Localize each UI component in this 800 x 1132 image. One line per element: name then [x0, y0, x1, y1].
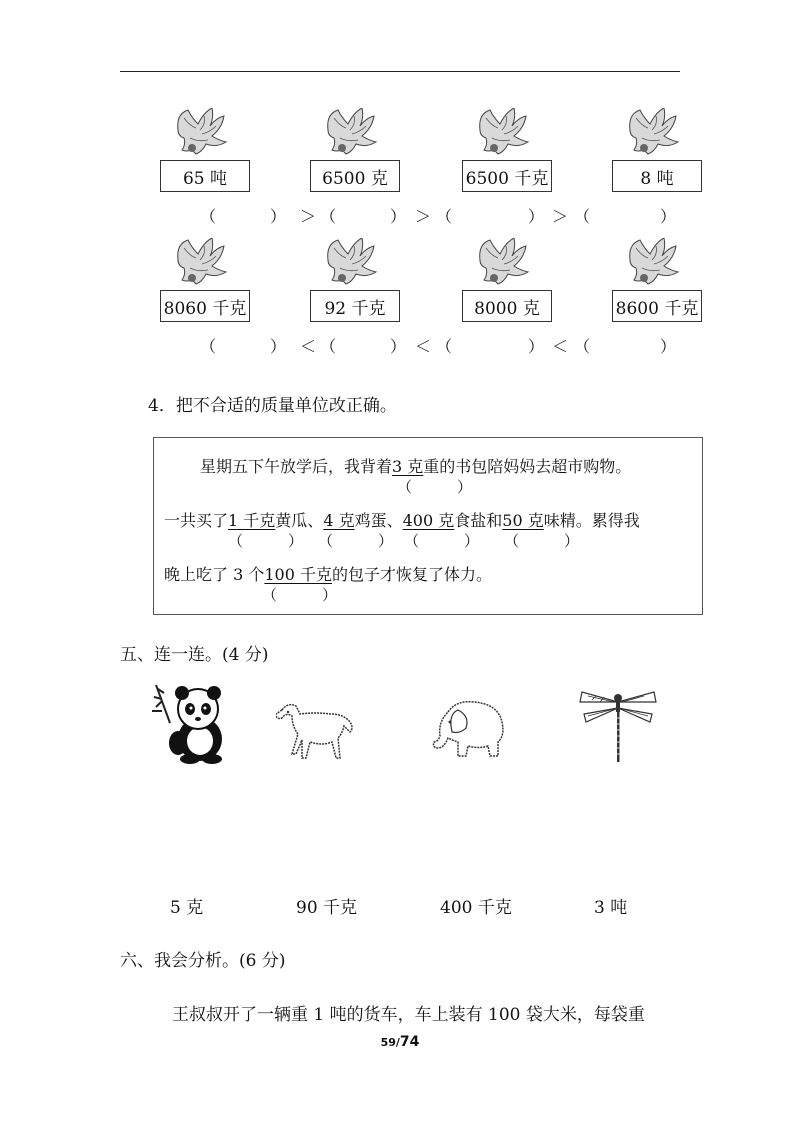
- weight-label[interactable]: 400 千克: [440, 898, 512, 918]
- bird-icon: [472, 238, 542, 298]
- answer-blank[interactable]: （ ）: [262, 586, 338, 604]
- dragonfly-icon[interactable]: [578, 688, 658, 770]
- bird-card: [612, 108, 702, 218]
- paren-open: （: [320, 337, 337, 356]
- paren-open: （: [436, 207, 453, 226]
- story-text: 鸡蛋、: [354, 511, 403, 530]
- page-total: 74: [399, 1034, 420, 1050]
- underlined-unit: 400 克: [402, 511, 455, 530]
- story-text: 星期五下午放学后，我背着: [200, 457, 393, 476]
- greater-than-sign: ＞: [415, 207, 432, 226]
- paren-close: ）: [528, 207, 545, 226]
- section-5-title: 五、连一连。(4 分): [120, 645, 269, 665]
- story-text: 的包子才恢复了体力。: [332, 565, 493, 584]
- story-text: 重的书包陪妈妈去超市购物。: [423, 457, 632, 476]
- paren-close: ）: [390, 337, 407, 356]
- paren-open: （: [574, 207, 591, 226]
- paren-close: ）: [270, 207, 287, 226]
- bird-card: [462, 108, 552, 218]
- paren-open: （: [200, 337, 217, 356]
- underlined-unit: 4 克: [323, 511, 355, 530]
- section-6-title: 六、我会分析。(6 分): [120, 951, 286, 971]
- bird-card: [310, 108, 400, 218]
- weight-label[interactable]: 5 克: [170, 898, 204, 918]
- story-text: 黄瓜、: [275, 511, 324, 530]
- story-text: 味精。累得我: [543, 511, 640, 530]
- panda-icon[interactable]: [150, 683, 228, 769]
- weight-box: 8060 千克: [160, 290, 250, 322]
- bird-card: [612, 238, 702, 348]
- paren-close: ）: [528, 337, 545, 356]
- bird-card: [160, 108, 250, 218]
- header-rule: [120, 71, 680, 72]
- paren-close: ）: [270, 337, 287, 356]
- paren-close: ）: [660, 337, 677, 356]
- compare-row-1: [200, 204, 680, 226]
- weight-box: 8000 克: [462, 290, 552, 322]
- bird-icon: [320, 238, 390, 298]
- paren-open: （: [320, 207, 337, 226]
- story-text: 晚上吃了 3 个: [164, 565, 265, 584]
- bird-card: [462, 238, 552, 348]
- story-line-2: [164, 508, 640, 531]
- weight-label[interactable]: 3 吨: [594, 898, 628, 918]
- paren-close: ）: [390, 207, 407, 226]
- less-than-sign: ＜: [415, 337, 432, 356]
- answer-blank[interactable]: （ ）: [504, 532, 580, 550]
- story-line-1: [200, 454, 631, 477]
- greater-than-sign: ＞: [552, 207, 569, 226]
- bird-card: [310, 238, 400, 348]
- paren-open: （: [200, 207, 217, 226]
- weight-label[interactable]: 90 千克: [296, 898, 358, 918]
- underlined-unit: 3 克: [392, 457, 424, 476]
- answer-blank[interactable]: （ ）: [397, 478, 473, 496]
- bird-icon: [472, 108, 542, 168]
- bird-icon: [320, 108, 390, 168]
- answer-blank[interactable]: （ ）: [404, 532, 480, 550]
- story-line-3: [164, 562, 492, 585]
- paren-open: （: [574, 337, 591, 356]
- less-than-sign: ＜: [552, 337, 569, 356]
- page-current: 59/: [380, 1036, 400, 1049]
- paren-open: （: [436, 337, 453, 356]
- page-number: [0, 1034, 800, 1050]
- answer-blank[interactable]: （ ）: [228, 532, 304, 550]
- weight-box: 65 吨: [160, 160, 250, 192]
- compare-row-2: [200, 334, 680, 356]
- greater-than-sign: ＞: [300, 207, 317, 226]
- story-text: 食盐和: [454, 511, 503, 530]
- horse-icon[interactable]: [276, 700, 358, 768]
- problem-paragraph: 王叔叔开了一辆重 1 吨的货车，车上装有 100 袋大米，每袋重: [172, 1005, 645, 1025]
- bird-icon: [622, 108, 692, 168]
- bird-icon: [622, 238, 692, 298]
- weight-box: 6500 克: [310, 160, 400, 192]
- less-than-sign: ＜: [300, 337, 317, 356]
- story-box: [153, 437, 703, 615]
- question-4-title: 4．把不合适的质量单位改正确。: [148, 396, 397, 416]
- story-text: 一共买了: [164, 511, 229, 530]
- answer-blank[interactable]: （ ）: [318, 532, 394, 550]
- weight-box: 92 千克: [310, 290, 400, 322]
- weight-box: 8600 千克: [612, 290, 702, 322]
- elephant-icon[interactable]: [430, 698, 508, 764]
- underlined-unit: 1 千克: [228, 511, 276, 530]
- bird-icon: [170, 108, 240, 168]
- weight-box: 8 吨: [612, 160, 702, 192]
- underlined-unit: 100 千克: [264, 565, 332, 584]
- underlined-unit: 50 克: [502, 511, 544, 530]
- paren-close: ）: [660, 207, 677, 226]
- weight-box: 6500 千克: [462, 160, 552, 192]
